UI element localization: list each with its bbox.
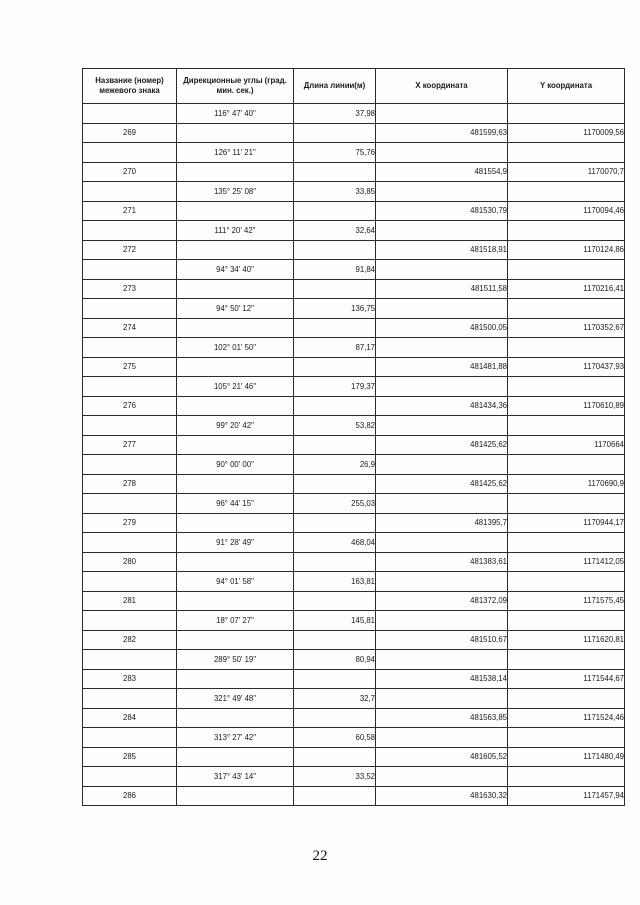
cell-name: 271 bbox=[83, 201, 177, 221]
cell-angle bbox=[177, 474, 294, 494]
cell-name: 269 bbox=[83, 123, 177, 143]
table-row bbox=[83, 201, 625, 221]
cell-x bbox=[376, 572, 508, 592]
cell-angle: 94° 50' 12" bbox=[177, 299, 294, 319]
table-row bbox=[83, 435, 625, 455]
table-row bbox=[83, 182, 625, 202]
table-row bbox=[83, 708, 625, 728]
cell-name: 279 bbox=[83, 513, 177, 533]
cell-name: 280 bbox=[83, 552, 177, 572]
cell-length: 145,81 bbox=[294, 611, 376, 631]
cell-x bbox=[376, 377, 508, 397]
cell-angle bbox=[177, 318, 294, 338]
cell-angle bbox=[177, 747, 294, 767]
cell-length bbox=[294, 513, 376, 533]
cell-name bbox=[83, 104, 177, 124]
cell-name: 277 bbox=[83, 435, 177, 455]
cell-y bbox=[508, 494, 625, 514]
cell-name bbox=[83, 182, 177, 202]
cell-x: 481630,32 bbox=[376, 786, 508, 806]
cell-length: 255,03 bbox=[294, 494, 376, 514]
cell-y bbox=[508, 221, 625, 241]
table-row bbox=[83, 162, 625, 182]
cell-name bbox=[83, 338, 177, 358]
table-row bbox=[83, 572, 625, 592]
cell-length: 75,76 bbox=[294, 143, 376, 163]
cell-y: 1170216,41 bbox=[508, 279, 625, 299]
cell-name bbox=[83, 299, 177, 319]
cell-angle: 126° 11' 21" bbox=[177, 143, 294, 163]
table-row bbox=[83, 357, 625, 377]
cell-x bbox=[376, 494, 508, 514]
table-row bbox=[83, 767, 625, 787]
cell-x bbox=[376, 728, 508, 748]
cell-angle bbox=[177, 786, 294, 806]
cell-angle: 105° 21' 46" bbox=[177, 377, 294, 397]
header-name: Название (номер) межевого знака bbox=[83, 69, 177, 104]
cell-name: 281 bbox=[83, 591, 177, 611]
cell-length bbox=[294, 474, 376, 494]
cell-name: 283 bbox=[83, 669, 177, 689]
cell-y bbox=[508, 104, 625, 124]
cell-length bbox=[294, 552, 376, 572]
header-y: Y координата bbox=[508, 69, 625, 104]
table-row bbox=[83, 260, 625, 280]
header-length: Длина линии(м) bbox=[294, 69, 376, 104]
cell-length bbox=[294, 357, 376, 377]
cell-length bbox=[294, 591, 376, 611]
cell-name bbox=[83, 416, 177, 436]
table-row bbox=[83, 552, 625, 572]
cell-x bbox=[376, 104, 508, 124]
cell-y: 1170124,86 bbox=[508, 240, 625, 260]
cell-length: 32,64 bbox=[294, 221, 376, 241]
cell-length: 26,9 bbox=[294, 455, 376, 475]
cell-y bbox=[508, 416, 625, 436]
cell-angle bbox=[177, 630, 294, 650]
cell-length: 53,82 bbox=[294, 416, 376, 436]
table-row bbox=[83, 591, 625, 611]
table-row bbox=[83, 318, 625, 338]
cell-x: 481395,7 bbox=[376, 513, 508, 533]
cell-angle bbox=[177, 552, 294, 572]
cell-name bbox=[83, 689, 177, 709]
cell-x bbox=[376, 689, 508, 709]
cell-x: 481383,61 bbox=[376, 552, 508, 572]
cell-name: 275 bbox=[83, 357, 177, 377]
cell-y bbox=[508, 572, 625, 592]
table-row bbox=[83, 123, 625, 143]
cell-name: 274 bbox=[83, 318, 177, 338]
cell-x: 481510,67 bbox=[376, 630, 508, 650]
table-row bbox=[83, 104, 625, 124]
cell-y bbox=[508, 650, 625, 670]
cell-x bbox=[376, 611, 508, 631]
cell-length: 91,84 bbox=[294, 260, 376, 280]
cell-name bbox=[83, 494, 177, 514]
cell-y bbox=[508, 767, 625, 787]
cell-y: 1170664 bbox=[508, 435, 625, 455]
cell-x: 481599,63 bbox=[376, 123, 508, 143]
cell-name: 278 bbox=[83, 474, 177, 494]
cell-angle: 321° 49' 48" bbox=[177, 689, 294, 709]
cell-x: 481554,9 bbox=[376, 162, 508, 182]
table-row bbox=[83, 513, 625, 533]
cell-y: 1171544,67 bbox=[508, 669, 625, 689]
cell-name bbox=[83, 767, 177, 787]
cell-y: 1170437,93 bbox=[508, 357, 625, 377]
cell-name: 270 bbox=[83, 162, 177, 182]
cell-y bbox=[508, 377, 625, 397]
table-row bbox=[83, 416, 625, 436]
header-angle: Дирекционные углы (град. мин. сек.) bbox=[177, 69, 294, 104]
cell-y bbox=[508, 338, 625, 358]
cell-y bbox=[508, 455, 625, 475]
cell-angle: 289° 50' 19" bbox=[177, 650, 294, 670]
table-row bbox=[83, 143, 625, 163]
table-body bbox=[83, 104, 625, 806]
table-row bbox=[83, 494, 625, 514]
cell-angle bbox=[177, 279, 294, 299]
page-number: 22 bbox=[312, 848, 328, 864]
cell-length bbox=[294, 786, 376, 806]
header-row bbox=[83, 69, 625, 104]
cell-length: 163,81 bbox=[294, 572, 376, 592]
cell-y bbox=[508, 689, 625, 709]
table-row bbox=[83, 455, 625, 475]
cell-angle bbox=[177, 669, 294, 689]
table-row bbox=[83, 611, 625, 631]
table-row bbox=[83, 689, 625, 709]
table-row bbox=[83, 396, 625, 416]
cell-name bbox=[83, 572, 177, 592]
cell-length bbox=[294, 123, 376, 143]
cell-length: 32,7 bbox=[294, 689, 376, 709]
cell-length bbox=[294, 669, 376, 689]
cell-length bbox=[294, 747, 376, 767]
cell-x: 481530,79 bbox=[376, 201, 508, 221]
cell-y: 1170944,17 bbox=[508, 513, 625, 533]
cell-x bbox=[376, 143, 508, 163]
table-row bbox=[83, 728, 625, 748]
cell-x bbox=[376, 650, 508, 670]
cell-name: 273 bbox=[83, 279, 177, 299]
cell-angle bbox=[177, 357, 294, 377]
cell-y: 1170690,9 bbox=[508, 474, 625, 494]
cell-length bbox=[294, 435, 376, 455]
cell-y: 1171412,05 bbox=[508, 552, 625, 572]
cell-length bbox=[294, 279, 376, 299]
cell-x: 481481,88 bbox=[376, 357, 508, 377]
cell-y bbox=[508, 182, 625, 202]
cell-length bbox=[294, 162, 376, 182]
cell-name bbox=[83, 650, 177, 670]
cell-x: 481511,58 bbox=[376, 279, 508, 299]
cell-y bbox=[508, 728, 625, 748]
cell-length bbox=[294, 318, 376, 338]
cell-length: 37,98 bbox=[294, 104, 376, 124]
cell-angle: 18° 07' 27" bbox=[177, 611, 294, 631]
cell-x: 481500,05 bbox=[376, 318, 508, 338]
cell-length bbox=[294, 708, 376, 728]
cell-name: 272 bbox=[83, 240, 177, 260]
table-row bbox=[83, 338, 625, 358]
cell-x bbox=[376, 260, 508, 280]
cell-y: 1171524,46 bbox=[508, 708, 625, 728]
cell-x: 481518,91 bbox=[376, 240, 508, 260]
cell-angle bbox=[177, 240, 294, 260]
cell-x: 481605,52 bbox=[376, 747, 508, 767]
cell-angle bbox=[177, 591, 294, 611]
cell-y: 1171620,81 bbox=[508, 630, 625, 650]
cell-y: 1171457,94 bbox=[508, 786, 625, 806]
table-row bbox=[83, 279, 625, 299]
cell-name bbox=[83, 143, 177, 163]
cell-length bbox=[294, 201, 376, 221]
cell-name: 284 bbox=[83, 708, 177, 728]
cell-angle bbox=[177, 708, 294, 728]
cell-name bbox=[83, 221, 177, 241]
cell-angle: 116° 47' 40" bbox=[177, 104, 294, 124]
cell-angle: 91° 28' 49" bbox=[177, 533, 294, 553]
cell-x: 481372,09 bbox=[376, 591, 508, 611]
cell-name: 276 bbox=[83, 396, 177, 416]
cell-length: 468,04 bbox=[294, 533, 376, 553]
cell-angle bbox=[177, 396, 294, 416]
cell-length: 33,52 bbox=[294, 767, 376, 787]
cell-x bbox=[376, 299, 508, 319]
cell-x bbox=[376, 767, 508, 787]
cell-x bbox=[376, 338, 508, 358]
cell-x: 481425,62 bbox=[376, 435, 508, 455]
cell-y bbox=[508, 533, 625, 553]
cell-x bbox=[376, 455, 508, 475]
cell-y bbox=[508, 143, 625, 163]
cell-angle bbox=[177, 201, 294, 221]
table-row bbox=[83, 474, 625, 494]
table-row bbox=[83, 377, 625, 397]
cell-angle: 111° 20' 42" bbox=[177, 221, 294, 241]
cell-length: 33,85 bbox=[294, 182, 376, 202]
cell-length bbox=[294, 396, 376, 416]
cell-length bbox=[294, 240, 376, 260]
cell-length bbox=[294, 630, 376, 650]
table-row bbox=[83, 650, 625, 670]
cell-length: 80,94 bbox=[294, 650, 376, 670]
table-header bbox=[83, 69, 625, 104]
cell-y: 1171575,45 bbox=[508, 591, 625, 611]
cell-y: 1170009,56 bbox=[508, 123, 625, 143]
cell-y bbox=[508, 260, 625, 280]
cell-angle bbox=[177, 513, 294, 533]
cell-length: 87,17 bbox=[294, 338, 376, 358]
table-row bbox=[83, 221, 625, 241]
cell-name: 282 bbox=[83, 630, 177, 650]
cell-name bbox=[83, 260, 177, 280]
cell-x bbox=[376, 182, 508, 202]
table-row bbox=[83, 669, 625, 689]
cell-x: 481434,36 bbox=[376, 396, 508, 416]
cell-y: 1171480,49 bbox=[508, 747, 625, 767]
cell-x bbox=[376, 221, 508, 241]
cell-angle: 96° 44' 15" bbox=[177, 494, 294, 514]
cell-x: 481563,85 bbox=[376, 708, 508, 728]
cell-y bbox=[508, 611, 625, 631]
cell-angle: 317° 43' 14" bbox=[177, 767, 294, 787]
cell-angle: 313° 27' 42" bbox=[177, 728, 294, 748]
cell-angle: 94° 01' 58" bbox=[177, 572, 294, 592]
table-row bbox=[83, 533, 625, 553]
cell-name: 286 bbox=[83, 786, 177, 806]
header-x: X координата bbox=[376, 69, 508, 104]
cell-name bbox=[83, 611, 177, 631]
boundary-coordinates-table bbox=[82, 68, 625, 806]
cell-name bbox=[83, 377, 177, 397]
cell-angle: 102° 01' 50" bbox=[177, 338, 294, 358]
cell-angle: 99° 20' 42" bbox=[177, 416, 294, 436]
table-row bbox=[83, 630, 625, 650]
cell-y: 1170094,46 bbox=[508, 201, 625, 221]
cell-y bbox=[508, 299, 625, 319]
table-row bbox=[83, 299, 625, 319]
cell-x: 481425,62 bbox=[376, 474, 508, 494]
cell-name bbox=[83, 455, 177, 475]
cell-length: 136,75 bbox=[294, 299, 376, 319]
cell-angle: 135° 25' 08" bbox=[177, 182, 294, 202]
cell-angle: 94° 34' 40" bbox=[177, 260, 294, 280]
cell-angle bbox=[177, 162, 294, 182]
cell-x: 481538,14 bbox=[376, 669, 508, 689]
cell-name bbox=[83, 728, 177, 748]
cell-angle bbox=[177, 123, 294, 143]
cell-x bbox=[376, 416, 508, 436]
cell-length: 60,58 bbox=[294, 728, 376, 748]
cell-y: 1170352,67 bbox=[508, 318, 625, 338]
cell-x bbox=[376, 533, 508, 553]
table-row bbox=[83, 240, 625, 260]
cell-name bbox=[83, 533, 177, 553]
table-row bbox=[83, 747, 625, 767]
cell-y: 1170070,7 bbox=[508, 162, 625, 182]
cell-angle bbox=[177, 435, 294, 455]
cell-angle: 90° 00' 00" bbox=[177, 455, 294, 475]
cell-name: 285 bbox=[83, 747, 177, 767]
cell-y: 1170610,89 bbox=[508, 396, 625, 416]
table-row bbox=[83, 786, 625, 806]
cell-length: 179,37 bbox=[294, 377, 376, 397]
